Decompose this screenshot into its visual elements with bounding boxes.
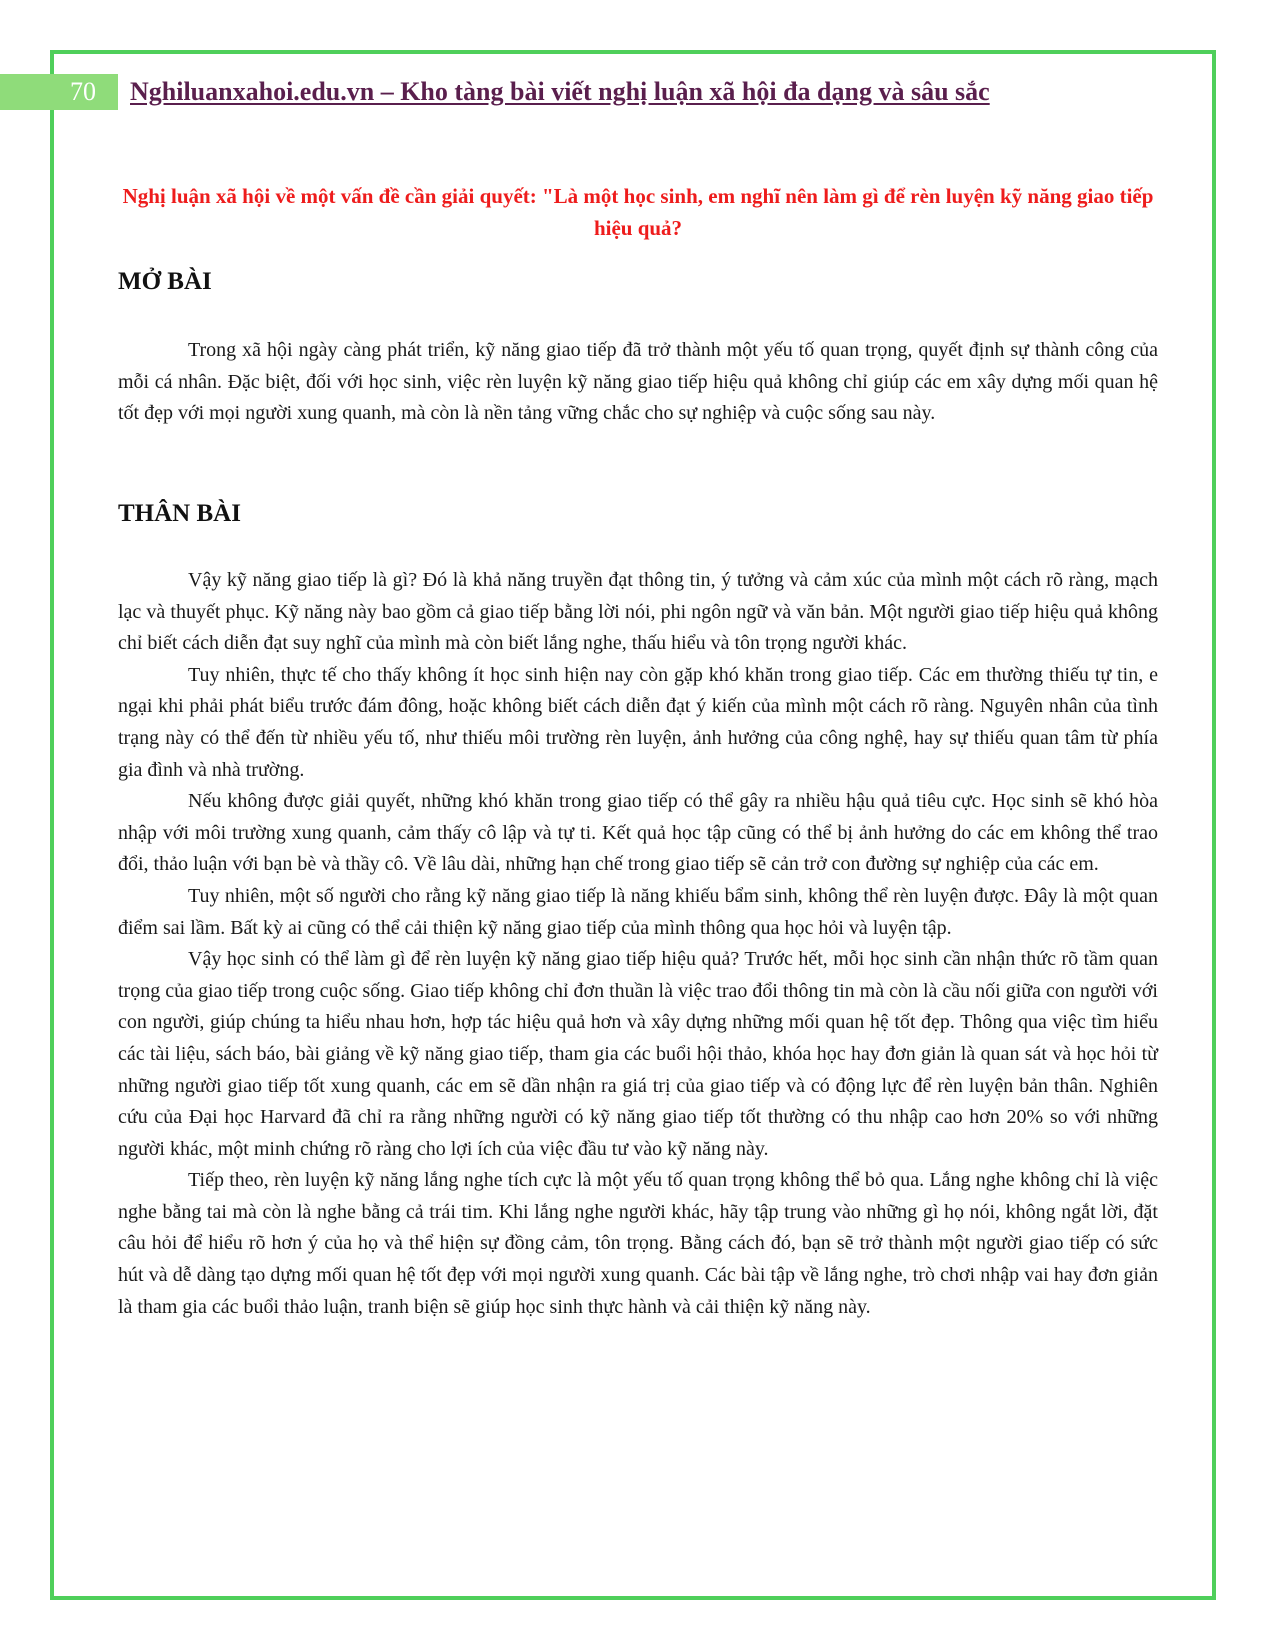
page-number-badge: [0, 74, 118, 110]
body-paragraph: Vậy học sinh có thể làm gì để rèn luyện kỹ năng giao tiếp hiệu quả? Trước hết, mỗi học sinh cần nhận thức rõ tầm quan trọng của giao tiếp trong cuộc sống. Giao tiếp không chỉ đơn thuần là việc trao đổi thông tin mà còn là cầu nối giữa con người với con người, giúp chúng ta hiểu nhau hơn, hợp tác hiệu quả hơn và xây dựng những mối quan hệ tốt đẹp. Thông qua việc tìm hiểu các tài liệu, sách báo, bài giảng về kỹ năng giao tiếp, tham gia các buổi hội thảo, khóa học hay đơn giản là quan sát và học hỏi từ những người giao tiếp tốt xung quanh, các em sẽ dần nhận ra giá trị của giao tiếp và có động lực để rèn luyện bản thân. Nghiên cứu của Đại học Harvard đã chỉ ra rằng những người có kỹ năng giao tiếp tốt thường có thu nhập cao hơn 20% so với những người khác, một minh chứng rõ ràng cho lợi ích của việc đầu tư vào kỹ năng này.: [118, 948, 1158, 1160]
body-content: [118, 565, 1158, 1323]
page-number: 70: [70, 77, 96, 106]
intro-heading: MỞ BÀI: [118, 268, 212, 295]
intro-content: [118, 335, 1158, 430]
intro-paragraph: Trong xã hội ngày càng phát triển, kỹ năng giao tiếp đã trở thành một yếu tố quan trọng, quyết định sự thành công của mỗi cá nhân. Đặc biệt, đối với học sinh, việc rèn luyện kỹ năng giao tiếp hiệu quả không chỉ giúp các em xây dựng mối quan hệ tốt đẹp với mọi người xung quanh, mà còn là nền tảng vững chắc cho sự nghiệp và cuộc sống sau này.: [118, 339, 1158, 425]
body-paragraph: Tuy nhiên, thực tế cho thấy không ít học sinh hiện nay còn gặp khó khăn trong giao tiếp. Các em thường thiếu tự tin, e ngại khi phải phát biểu trước đám đông, hoặc không biết cách diễn đạt ý kiến của mình một cách rõ ràng. Nguyên nhân của tình trạng này có thể đến từ nhiều yếu tố, như thiếu môi trường rèn luyện, ảnh hưởng của công nghệ, hay sự thiếu quan tâm từ phía gia đình và nhà trường.: [118, 663, 1158, 781]
site-title[interactable]: Nghiluanxahoi.edu.vn – Kho tàng bài viết nghị luận xã hội đa dạng và sâu sắc: [130, 77, 990, 106]
body-paragraph: Tiếp theo, rèn luyện kỹ năng lắng nghe tích cực là một yếu tố quan trọng không thể bỏ qua. Lắng nghe không chỉ là việc nghe bằng tai mà còn là nghe bằng cả trái tim. Khi lắng nghe người khác, hãy tập trung vào những gì họ nói, không ngắt lời, đặt câu hỏi để hiểu rõ hơn ý của họ và thể hiện sự đồng cảm, tôn trọng. Bằng cách đó, bạn sẽ trở thành một người giao tiếp có sức hút và dễ dàng tạo dựng mối quan hệ tốt đẹp với mọi người xung quanh. Các bài tập về lắng nghe, trò chơi nhập vai hay đơn giản là tham gia các buổi thảo luận, tranh biện sẽ giúp học sinh thực hành và cải thiện kỹ năng này.: [118, 1169, 1158, 1318]
document-title: Nghị luận xã hội về một vấn đề cần giải quyết: "Là một học sinh, em nghĩ nên làm gì để rèn luyện kỹ năng giao tiếp hiệu quả?: [122, 184, 1154, 240]
body-paragraph: Vậy kỹ năng giao tiếp là gì? Đó là khả năng truyền đạt thông tin, ý tưởng và cảm xúc của mình một cách rõ ràng, mạch lạc và thuyết phục. Kỹ năng này bao gồm cả giao tiếp bằng lời nói, phi ngôn ngữ và văn bản. Một người giao tiếp hiệu quả không chỉ biết cách diễn đạt suy nghĩ của mình mà còn biết lắng nghe, thấu hiểu và tôn trọng người khác.: [118, 569, 1158, 655]
body-paragraph: Tuy nhiên, một số người cho rằng kỹ năng giao tiếp là năng khiếu bẩm sinh, không thể rèn luyện được. Đây là một quan điểm sai lầm. Bất kỳ ai cũng có thể cải thiện kỹ năng giao tiếp của mình thông qua học hỏi và luyện tập.: [118, 884, 1158, 939]
body-heading: THÂN BÀI: [118, 500, 241, 527]
body-paragraph: Nếu không được giải quyết, những khó khăn trong giao tiếp có thể gây ra nhiều hậu quả tiêu cực. Học sinh sẽ khó hòa nhập với môi trường xung quanh, cảm thấy cô lập và tự ti. Kết quả học tập cũng có thể bị ảnh hưởng do các em không thể trao đổi, thảo luận với bạn bè và thầy cô. Về lâu dài, những hạn chế trong giao tiếp sẽ cản trở con đường sự nghiệp của các em.: [118, 790, 1158, 876]
